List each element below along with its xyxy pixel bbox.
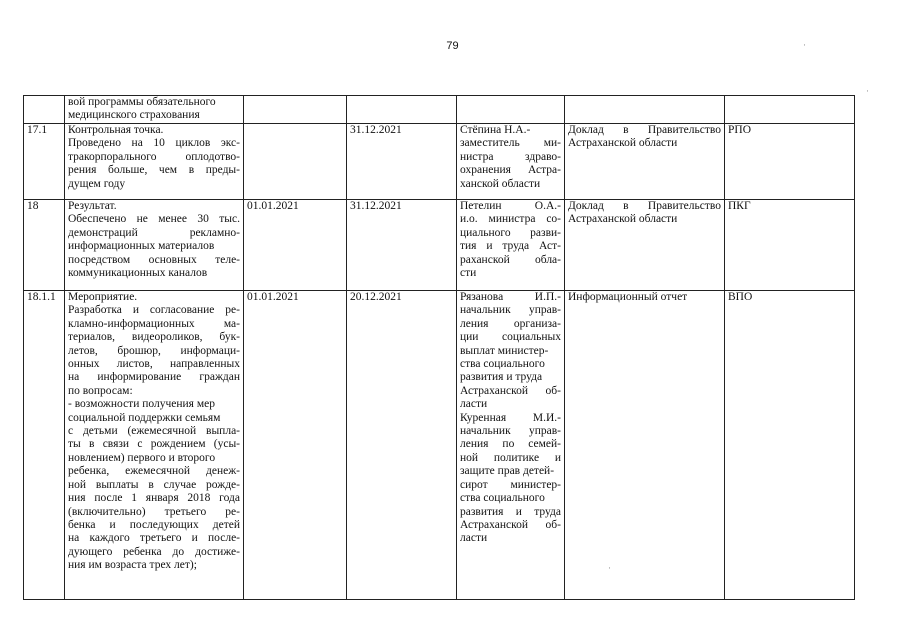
start-date-cell: [244, 124, 347, 200]
cell-line: начальник управ-: [460, 304, 561, 317]
cell-line: териалов, видеороликов, бук-: [68, 331, 240, 344]
cell-line: Стёпина Н.А.-: [460, 124, 531, 136]
level-cell: РПО: [725, 124, 855, 200]
table-row: [24, 291, 855, 600]
cell-line: Астраханской об-: [460, 518, 561, 531]
cell-line: ления по семей-: [460, 438, 561, 451]
cell-line: тракорпорального оплодотво-: [68, 150, 240, 163]
start-date-cell: 01.01.2021: [244, 200, 347, 291]
cell-line: ханской области: [460, 177, 541, 190]
cell-line: выплат министер-: [460, 344, 549, 357]
cell-line: Доклад в Правительство: [568, 200, 721, 212]
end-date-cell: 31.12.2021: [347, 124, 457, 200]
start-date-cell: [244, 96, 347, 124]
cell-line: охранения Астра-: [460, 164, 561, 177]
table-row: [24, 124, 855, 200]
cell-line: Астраханской области: [568, 213, 678, 226]
cell-line: Информационный отчет: [568, 291, 688, 303]
cell-line: ния им возраста трех лет);: [68, 559, 197, 572]
cell-line: Рязанова И.П.-: [460, 291, 561, 303]
document-cell: [565, 124, 725, 200]
cell-line: Контрольная точка.: [68, 124, 164, 136]
responsible-cell: [457, 200, 565, 291]
cell-line: начальник управ-: [460, 425, 561, 438]
end-date-cell: [347, 96, 457, 124]
responsible-cell: [457, 96, 565, 124]
cell-line: Петелин О.А.-: [460, 200, 561, 212]
cell-line: (включительно) третьего ре-: [68, 505, 240, 518]
cell-line: защите прав детей-: [460, 465, 555, 478]
cell-line: ласти: [460, 398, 488, 411]
row-number-cell: [24, 96, 65, 124]
level-cell: ВПО: [725, 291, 855, 600]
cell-line: на информирование граждан: [68, 371, 240, 384]
cell-line: дущем году: [68, 177, 126, 190]
cell-line: посредством основных теле-: [68, 253, 240, 266]
cell-line: информационных материалов: [68, 240, 215, 253]
scan-speck: ·: [803, 40, 806, 50]
cell-line: дующего ребенка до достиже-: [68, 545, 240, 558]
activity-name-cell: [65, 96, 244, 124]
cell-line: сти: [460, 267, 477, 280]
cell-line: по вопросам:: [68, 384, 133, 397]
cell-line: новлением) первого и второго: [68, 451, 216, 464]
document-cell: [565, 291, 725, 600]
document-cell: [565, 96, 725, 124]
end-date-cell: 31.12.2021: [347, 200, 457, 291]
start-date-cell: 01.01.2021: [244, 291, 347, 600]
cell-line: Доклад в Правительство: [568, 124, 721, 136]
cell-line: нистра здраво-: [460, 150, 561, 163]
activity-table: [23, 95, 855, 600]
activity-name-cell: [65, 291, 244, 600]
cell-line: рения больше, чем в преды-: [68, 164, 240, 177]
cell-line: ласти: [460, 532, 488, 545]
cell-line: ной выплаты в случае рожде-: [68, 478, 240, 491]
cell-line: ной политике и: [460, 451, 561, 464]
cell-line: Проведено на 10 циклов экс-: [68, 137, 240, 150]
page-number: 79: [446, 40, 459, 52]
cell-line: летов, брошюр, информаци-: [68, 344, 240, 357]
cell-line: вой программы обязательного: [68, 96, 216, 108]
activity-name-cell: [65, 200, 244, 291]
end-date-cell: 20.12.2021: [347, 291, 457, 600]
table-row: [24, 96, 855, 124]
responsible-cell: [457, 291, 565, 600]
cell-line: с детьми (ежемесячной выпла-: [68, 425, 240, 438]
document-cell: [565, 200, 725, 291]
cell-line: сирот министер-: [460, 478, 561, 491]
cell-line: ства социального: [460, 492, 545, 505]
cell-line: ции социальных: [460, 331, 561, 344]
cell-line: ты в связи с рождением (усы-: [68, 438, 240, 451]
row-number-cell: 17.1: [24, 124, 65, 200]
scan-speck: ·: [866, 86, 869, 96]
cell-line: демонстраций рекламно-: [68, 226, 240, 239]
cell-line: и.о. министра со-: [460, 213, 561, 226]
cell-line: кламно-информационных ма-: [68, 317, 240, 330]
row-number-cell: 18.1.1: [24, 291, 65, 600]
cell-line: развития и труда: [460, 371, 543, 384]
cell-line: - возможности получения мер: [68, 398, 215, 411]
cell-line: на каждого третьего и после-: [68, 532, 240, 545]
cell-line: Куренная М.И.-: [460, 411, 561, 424]
cell-line: Астраханской об-: [460, 384, 561, 397]
cell-line: коммуникационных каналов: [68, 267, 208, 280]
cell-line: Астраханской области: [568, 137, 678, 150]
cell-line: Разработка и согласование ре-: [68, 304, 240, 317]
cell-line: медицинского страхования: [68, 109, 200, 122]
cell-line: циального разви-: [460, 226, 561, 239]
cell-line: бенка и последующих детей: [68, 518, 240, 531]
cell-line: Обеспечено не менее 30 тыс.: [68, 213, 240, 226]
level-cell: ПКГ: [725, 200, 855, 291]
cell-line: ления организа-: [460, 317, 561, 330]
level-cell: [725, 96, 855, 124]
cell-line: ребенка, ежемесячной денеж-: [68, 465, 240, 478]
cell-line: ства социального: [460, 358, 545, 371]
responsible-cell: [457, 124, 565, 200]
scan-speck: ·: [608, 563, 611, 573]
table-row: [24, 200, 855, 291]
cell-line: тия и труда Аст-: [460, 240, 561, 253]
cell-line: Результат.: [68, 200, 117, 212]
cell-line: развития и труда: [460, 505, 561, 518]
row-number-cell: 18: [24, 200, 65, 291]
cell-line: онных листов, направленных: [68, 358, 240, 371]
activity-name-cell: [65, 124, 244, 200]
cell-line: раханской обла-: [460, 253, 561, 266]
cell-line: социальной поддержки семьям: [68, 411, 221, 424]
cell-line: Мероприятие.: [68, 291, 138, 303]
cell-line: заместитель ми-: [460, 137, 561, 150]
cell-line: ния после 1 января 2018 года: [68, 492, 240, 505]
